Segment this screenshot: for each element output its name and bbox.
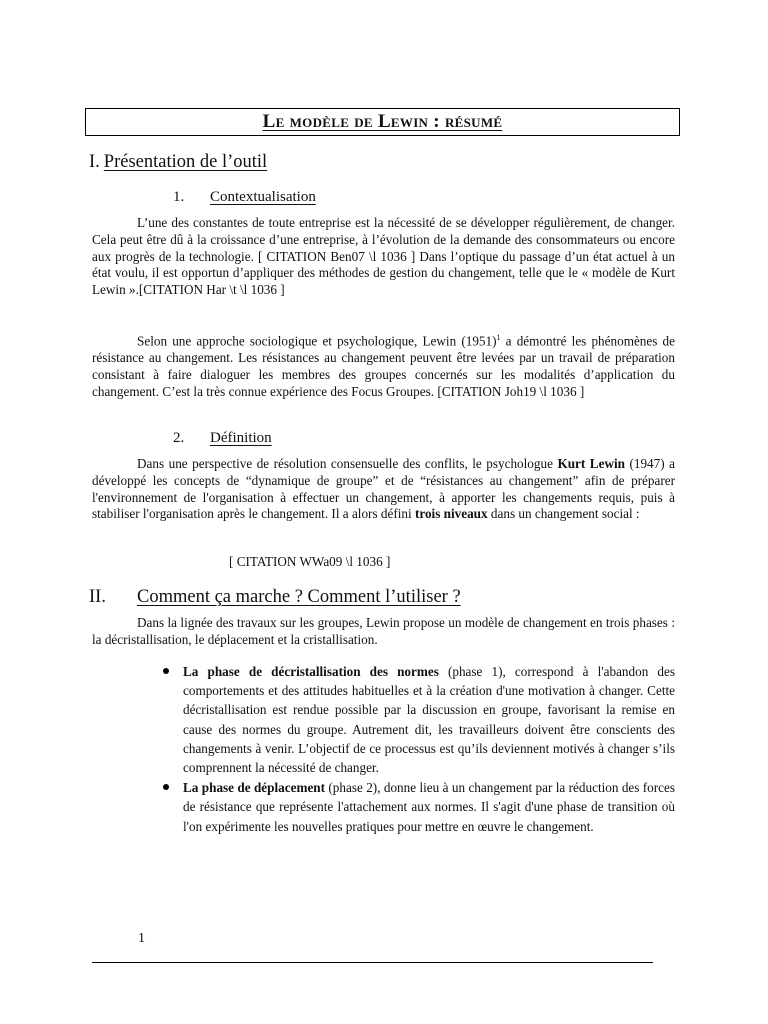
paragraph-context-2-text-a: Selon une approche sociologique et psychologique, Lewin (1951) [137,333,497,349]
paragraph-definition-text-b: (1947) a développé les concepts de “dynamique de groupe” et de “résistances au changement” afin de préparer l'environnement de l'organisation à effectuer un changement, à apporter les changements requis, puis à stabiliser l'organisation après le changement. Il a alors défini [92,456,675,522]
phase-2-text: (phase 2), donne lieu à un changement par la réduction des forces de résistance que représente l'attachement aux normes. Il s'agit d'une phase de transition où l'on expérimente les nouvelles pratiques pour mettre en œuvre le changement. [183,780,676,834]
bullet-icon [163,668,169,674]
paragraph-context-2-text-b: a démontré les phénomènes de résistance au changement. Les résistances au changement peuvent être levées par un travail de préparation consistant à faire dialoguer les membres des groupes concernés sur les modalités d’application du changement. C’est la très connue expérience des Focus Groupes. [CITATION Joh19 \l 1036 ] [92,333,675,399]
list-item [160,662,675,777]
subsection-2-heading [173,430,272,447]
paragraph-definition [92,456,675,523]
subsection-1-number: 1. [173,189,185,205]
phase-2-title: La phase de déplacement [183,780,326,796]
section-1-heading [89,152,267,173]
page-number: 1 [138,931,145,946]
paragraph-definition-text-c: dans un changement social : [487,506,640,522]
section-2-title: Comment ça marche ? Comment l’utiliser ? [137,587,461,607]
title-box [85,108,680,136]
paragraph-definition-text-a: Dans une perspective de résolution consensuelle des conflits, le psychologue [137,456,558,471]
section-1-title: Présentation de l’outil [103,152,268,172]
citation-wwa09: [ CITATION WWa09 \l 1036 ] [229,554,391,569]
section-1-number: I. [89,152,100,172]
paragraph-section-2-intro: Dans la lignée des travaux sur les groupes, Lewin propose un modèle de changement en trois phases : la décristallisation, le déplacement et la cristallisation. [92,615,675,647]
footnote-marker: 1 [496,333,501,342]
kurt-lewin-bold: Kurt Lewin [557,456,625,471]
document-title: Le modèle de Lewin : résumé [262,111,503,132]
phase-1-text: (phase 1), correspond à l'abandon des comportements et des attitudes habituelles et à la création d'une motivation à changer. Cette décristallisation est rendue possible par la discussion en groupe, favorisant la remise en cause des normes du groupe. Autrement dit, les travailleurs doivent être conscients des changements à venir. L’objectif de ce processus est qu’ils deviennent motivés à changer s’ils comprennent la nécessité de changer. [183,664,675,776]
subsection-1-title: Contextualisation [210,189,316,205]
phases-list [160,662,675,837]
trois-niveaux-bold: trois niveaux [414,506,488,522]
section-2-heading [89,587,461,608]
subsection-2-number: 2. [173,430,185,446]
section-2-number: II. [89,587,106,607]
bullet-icon [163,784,169,790]
list-item [160,778,675,836]
subsection-1-heading [173,189,316,206]
phase-1-title: La phase de décristallisation des normes [183,664,439,679]
footer-divider [92,962,653,963]
paragraph-context-1: L’une des constantes de toute entreprise est la nécessité de se développer régulièrement, de changer. Cela peut être dû à la croissance d’une entreprise, à l’évolution de la demande des consommateurs ou encore aux progrès de la technologie. [ CITATION Ben07 \l 1036 ] Dans l’optique du passage d’un état actuel à un état voulu, il est opportun d’appliquer des méthodes de gestion du changement, telle que le « modèle de Kurt Lewin ».[CITATION Har \t \l 1036 ] [92,215,675,298]
paragraph-context-2 [92,330,675,401]
subsection-2-title: Définition [210,430,272,446]
